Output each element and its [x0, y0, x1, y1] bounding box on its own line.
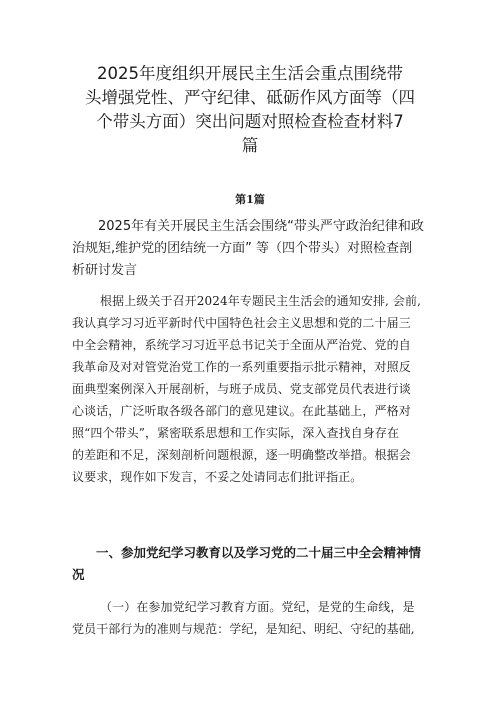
paragraph-line: 党员干部行为的准则与规范：学纪，是知纪、明纪、守纪的基础, — [72, 622, 415, 636]
paragraph-line: （一）在参加党纪学习教育方面。党纪，是党的生命线，是 — [100, 600, 415, 614]
title-line: 头增强党性、严守纪律、砥砺作风方面等（四 — [85, 88, 415, 107]
subtitle-line: 2025年有关开展民主生活会围绕“带头严守政治纪律和政 — [98, 219, 424, 234]
document-title — [70, 62, 430, 158]
paragraph-line: 我认真学习习近平新时代中国特色社会主义思想和党的二十届三 — [72, 316, 411, 330]
paragraph-line: 心谈话，广泛听取各级各部门的意见建议。在此基础上，严格对 — [72, 404, 411, 418]
paragraph-line: 中全会精神，系统学习习近平总书记关于全面从严治党、党的自 — [72, 338, 411, 352]
title-line: 2025年度组织开展民主生活会重点围绕带 — [97, 64, 403, 83]
section-label: 第1篇 — [235, 193, 265, 206]
heading-line: 况 — [72, 567, 85, 583]
title-line: 篇 — [241, 136, 259, 155]
title-line: 个带头方面）突出问题对照检查检查材料7 — [96, 112, 404, 131]
intro-paragraph — [72, 290, 442, 488]
paragraph-line: 面典型案例深入开展剖析，与班子成员、党支部党员代表进行谈 — [72, 382, 411, 396]
section-heading-one — [72, 542, 442, 586]
paragraph-line: 照“四个带头”，紧密联系思想和工作实际，深入查找自身存在 — [72, 426, 400, 440]
paragraph-line: 根据上级关于召开2024年专题民主生活会的通知安排, 会前, — [100, 294, 421, 308]
paragraph-line: 我革命及对对管党治党工作的一系列重要指示批示精神，对照反 — [72, 360, 411, 374]
subtitle-line: 析研讨发言 — [72, 263, 138, 278]
heading-line: 一、参加党纪学习教育以及学习党的二十届三中全会精神情 — [96, 545, 422, 561]
article-subtitle — [72, 216, 452, 282]
paragraph-line: 议要求，现作如下发言，不妥之处请同志们批评指正。 — [72, 470, 363, 484]
paragraph-one — [72, 596, 442, 640]
subtitle-line: 治规矩,维护党的团结统一方面” 等（四个带头）对照检查剖 — [72, 241, 412, 256]
paragraph-line: 的差距和不足，深刻剖析问题根源，逐一明确整改举措。根据会 — [72, 448, 411, 462]
